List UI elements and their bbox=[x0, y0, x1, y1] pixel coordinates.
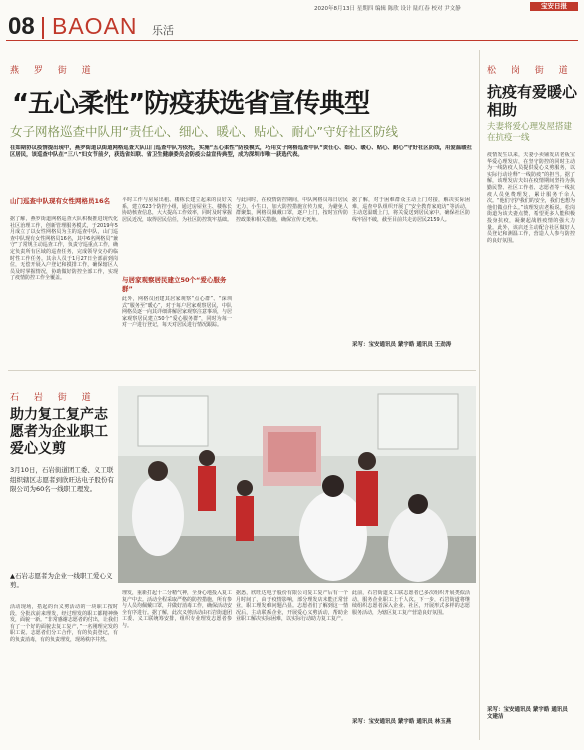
street-tag-songgang: 松 岗 街 道 bbox=[487, 66, 574, 76]
col1-body: 据了解，燕罗街道网格巡查大队积极推进现代化社区治理工作，创新管理服务模式，于2019年5月成立了以女性网格员为主的巡查中队，山门巡查中队现有女性网格员16名，其中6名网格员“兼守”了常规主动巡查工作，负责守巡重点工作，确定负责所有区域的巡查任务，完成领导交办的临时性工作任务。其余人员于1月27日全部前到岗位，无偿开展入户登记和摸排工作，确保辖区人员及时掌握情况，协助做好防控全部工作，实现了疫情防控工作全覆盖。 bbox=[10, 216, 118, 282]
street-tag-shiyan: 石 岩 街 道 bbox=[10, 393, 97, 403]
subsection-name: 乐活 bbox=[152, 24, 174, 37]
masthead bbox=[0, 0, 584, 40]
side-subhead: 夫妻将爱心理发屋搭建在抗疫一线 bbox=[487, 122, 573, 143]
col2-subtitle: 与居家观察居民建立50个“爱心服务群” bbox=[122, 276, 227, 293]
masthead-rule bbox=[6, 40, 578, 41]
lower-headline: 助力复工复产志愿者为企业职工爱心义剪 bbox=[10, 407, 108, 457]
newspaper-logo: 宝安日报 bbox=[530, 2, 578, 11]
main-lead: 在如期协议疫情提出现中，燕罗街道以街道网格巡查大队山门巡查中队为依托，实施“五心柔性”防疫模式，巧用女子网格巡查中队“责任心、细心、暖心、贴心、耐心”守好社区防线，用爱温暖社区居民，该巡查中队在“三八”妇女节前夕，获选省妇联、省卫生健康委员会防疫公益宣传典型，成为深圳市唯一获选代表。 bbox=[10, 145, 472, 159]
side-body: 疫情发生以来，夫妻小卖铺发店老板宝华爱心理发店，在坚守防控的同时主动为一线防疫人员提供爱心义剪服务，以实际行动诠释“一线防疫”的担当。据了解，该理发店夫妇在疫情期间坚持为执勤民警、社区工作者、志愿者等一线抗疫人员免费理发，累计服务千余人次。“他们守护我们的安全，我们也想为他们做点什么。”该理发店老板说。松岗街道为该夫妻点赞，希望更多人能积极投身抗疫，凝聚起战胜疫情的强大力量。此外，该店还主动配合社区做好人员登记和测温工作，营造人人参与防控的良好氛围。 bbox=[487, 152, 575, 244]
side-headline: 抗疫有爱暖心相助 bbox=[487, 83, 578, 119]
lower-col-b: 理发，重新打起十二分精气神，全身心地投入复工复产中去。活动全程采取严格的防控措施，所有参与人员均佩戴口罩，并做好消毒工作，确保活动安全有序进行。据了解，此次义剪活动由石岩街道团工委、义工联统筹安排，组织专业理发志愿者参与。 bbox=[122, 590, 232, 629]
col2-body: 平时工作与房屋出租、楼栋长建立起来的良好关系，建立623个防控小组，通过房屋业主、楼栋长协助核查信息，大大提高工作效率，同时及时掌握居民近况，取得居民信任，为社区防控筑牢基础。 bbox=[122, 197, 232, 223]
lower-col-a: 活动现场，搭起的台义剪活动的一块职工按时段，分批次前来理发，经过理发的职工都精神焕发，面貌一新。“非常感谢志愿者的付出，让我们有了一个好的面貌去复工复产，”一名刚理完发的职工说。志愿者们分工合作，有的负责登记，有的负责消毒，有的负责理发，现场秩序井然。 bbox=[10, 604, 118, 643]
page-number-divider bbox=[42, 17, 44, 39]
lower-byline: 采写：宝安通讯员 蒙宇皓 通讯员 林玉燕 bbox=[352, 719, 452, 725]
column-divider bbox=[479, 50, 480, 740]
lower-col-d: 此前，石岩街道义工联志愿者已多次组织开展类似活动，服务企业职工上千人次。下一步，石岩街道将继续组织志愿者深入企业、社区，开展形式多样的志愿服务活动，为辖区复工复产营造良好氛围。 bbox=[352, 590, 470, 616]
barber-event-photo bbox=[118, 386, 476, 583]
street-tag-yanluo: 燕 罗 街 道 bbox=[10, 66, 97, 76]
section-name: BAOAN bbox=[52, 13, 138, 39]
main-byline: 采写：宝安通讯员 蒙宇皓 通讯员 王劲涛 bbox=[352, 342, 452, 348]
col4-body: 据了解，对于困难群众主动上门对接，解决实际困难，巡查中队组织开展了“安全教育家庭访”等活动，主动送温暖上门，将关爱送到居民家中，确保社区防线牢固不破，截至目前共走访居民2159人。 bbox=[352, 197, 470, 223]
main-headline: “五心柔性”防疫获选省宣传典型 bbox=[12, 89, 370, 119]
lower-col-c: 据悉，欣旺达电子股份有限公司复工复产后有一个月时间了，由于疫情影响，部分理发店未能正常营业，职工理发难问题凸显。志愿者们了解到这一情况后，主动联系企业，开展爱心义剪活动，帮助企业职工解决实际困难，以实际行动助力复工复产。 bbox=[236, 590, 348, 623]
lower-lead: 3月10日，石岩街道团工委、义工联组织辖区志愿者到欣旺达电子股份有限公司为60名一线职工理发。 bbox=[10, 466, 114, 493]
side-byline: 采写：宝安通讯员 蒙宇皓 通讯员 文建洁 bbox=[487, 707, 568, 720]
col2-body2: 此外，网格员团建其居家观察“点心群”、“深圳式”服务至“暖心”，对于每户居家观察居民，中队网格员逐一向其详细讲解居家观察注意事项，与居家观察居民建立50个“爱心服务群”，同时为每一对一户进行登记，每天对居民进行情况跟踪。 bbox=[122, 296, 232, 329]
page-number: 08 bbox=[8, 13, 35, 40]
photo-caption: ▲石岩志愿者为企业一线职工爱心义剪。 bbox=[10, 572, 113, 589]
photo-illustration bbox=[118, 386, 476, 583]
col1-title: 山门巡查中队现有女性网格员16名 bbox=[10, 197, 111, 205]
section-divider bbox=[8, 370, 476, 371]
main-subhead: 女子网格巡查中队用“责任心、细心、暖心、贴心、耐心”守好社区防线 bbox=[10, 124, 398, 139]
col3-body: 与此同时，在疫情防控期间，中队网格员每日居民无力，小生口，加大防控措施宣传力度，为避免人群聚集，网格员佩戴口罩，逐户上门，按时宣传防控政策和相关措施，确保宣传无死角。 bbox=[236, 197, 348, 223]
issue-meta: 2020年8月13日 星期四 编辑 陈欣 设计 陆红春 校对 尹文静 bbox=[314, 6, 461, 12]
